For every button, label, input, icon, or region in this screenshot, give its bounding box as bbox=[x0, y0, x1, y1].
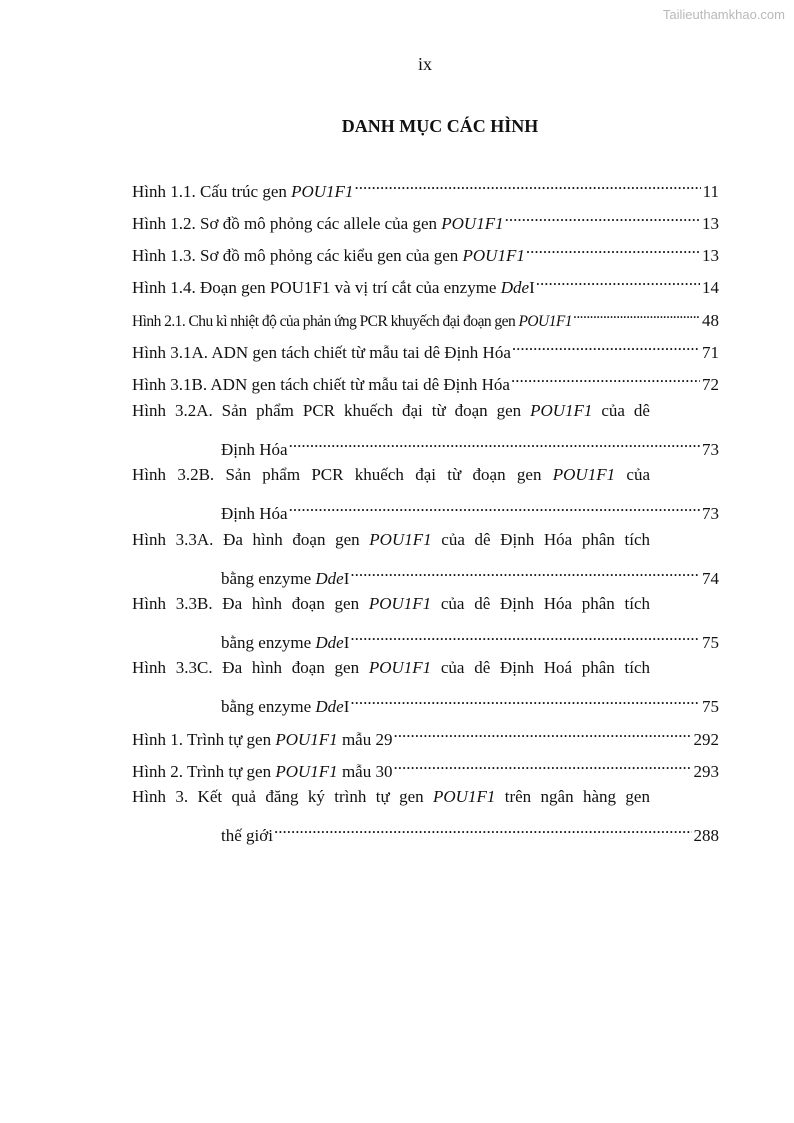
toc-entry bbox=[132, 528, 719, 552]
toc-entry-label: bằng enzyme DdeI bbox=[221, 697, 350, 716]
toc-entry bbox=[132, 269, 719, 297]
toc-entry bbox=[132, 173, 719, 201]
toc-entry-page: 14 bbox=[702, 278, 719, 297]
toc-leader-dots bbox=[573, 302, 700, 326]
toc-entry-label: Hình 3.2B. Sản phẩm PCR khuếch đại từ đoạn gen POU1F1 của bbox=[132, 465, 650, 484]
toc-entry bbox=[132, 656, 719, 680]
toc-entry bbox=[132, 205, 719, 233]
page-title: DANH MỤC CÁC HÌNH bbox=[341, 116, 539, 136]
toc-leader-dots bbox=[393, 721, 691, 745]
toc-leader-dots bbox=[511, 366, 700, 390]
toc-leader-dots bbox=[536, 269, 700, 293]
toc-entry bbox=[132, 399, 719, 423]
toc-entry-label: Hình 3.1A. ADN gen tách chiết từ mẫu tai dê Định Hóa bbox=[132, 343, 511, 362]
toc-entry-continuation bbox=[221, 495, 719, 523]
toc-entry bbox=[132, 785, 719, 809]
toc-leader-dots bbox=[350, 560, 700, 584]
toc-entry-page: 288 bbox=[693, 826, 719, 845]
toc-entry-label: Định Hóa bbox=[221, 504, 288, 523]
toc-entry-page: 293 bbox=[693, 762, 719, 781]
toc-entry-page: 13 bbox=[702, 246, 719, 265]
toc-entry bbox=[132, 463, 719, 487]
toc-leader-dots bbox=[289, 431, 700, 455]
toc-entry-page: 72 bbox=[702, 375, 719, 394]
toc-entry bbox=[132, 237, 719, 265]
toc-entry-label: Hình 1.1. Cấu trúc gen POU1F1 bbox=[132, 182, 354, 201]
toc-entry-label: Định Hóa bbox=[221, 440, 288, 459]
toc-entry-page: 75 bbox=[702, 633, 719, 652]
toc-entry-page: 11 bbox=[702, 182, 719, 201]
toc-entry-label: bằng enzyme DdeI bbox=[221, 633, 350, 652]
toc-entry-label: Hình 2.1. Chu kì nhiệt độ của phản ứng PCR khuyếch đại đoạn gen POU1F1 bbox=[132, 313, 573, 330]
toc-entry-label: Hình 1.3. Sơ đồ mô phỏng các kiểu gen của gen POU1F1 bbox=[132, 246, 525, 265]
toc-leader-dots bbox=[350, 688, 700, 712]
toc-entry-label: Hình 3.3C. Đa hình đoạn gen POU1F1 của dê Định Hoá phân tích bbox=[132, 658, 650, 677]
toc-entry-label: thế giới bbox=[221, 826, 273, 845]
toc-leader-dots bbox=[354, 173, 700, 197]
toc-entry bbox=[132, 366, 719, 394]
toc-entry-continuation bbox=[221, 431, 719, 459]
toc-entry bbox=[132, 753, 719, 781]
toc-entry-continuation bbox=[221, 817, 719, 845]
toc-entry-label: Hình 3.1B. ADN gen tách chiết từ mẫu tai dê Định Hóa bbox=[132, 375, 510, 394]
toc-leader-dots bbox=[274, 817, 692, 841]
toc-entry-label: Hình 1. Trình tự gen POU1F1 mẫu 29 bbox=[132, 730, 393, 749]
toc-entry-label: Hình 3.3B. Đa hình đoạn gen POU1F1 của dê Định Hóa phân tích bbox=[132, 594, 650, 613]
toc-entry-page: 13 bbox=[702, 214, 719, 233]
toc-entry bbox=[132, 302, 719, 330]
toc-leader-dots bbox=[526, 237, 700, 261]
toc-entry bbox=[132, 334, 719, 362]
toc-entry-label: Hình 3.2A. Sản phẩm PCR khuếch đại từ đoạn gen POU1F1 của dê bbox=[132, 401, 650, 420]
toc-entry bbox=[132, 592, 719, 616]
toc-leader-dots bbox=[393, 753, 691, 777]
toc-entry-label: Hình 2. Trình tự gen POU1F1 mẫu 30 bbox=[132, 762, 393, 781]
toc-entry-page: 71 bbox=[702, 343, 719, 362]
toc-entry-label: bằng enzyme DdeI bbox=[221, 569, 350, 588]
toc-entry bbox=[132, 721, 719, 749]
toc-entry-label: Hình 1.2. Sơ đồ mô phỏng các allele của gen POU1F1 bbox=[132, 214, 504, 233]
toc-entry-continuation bbox=[221, 560, 719, 588]
toc-entry-continuation bbox=[221, 688, 719, 716]
toc-leader-dots bbox=[505, 205, 700, 229]
toc-entry-label: Hình 3. Kết quả đăng ký trình tự gen POU1F1 trên ngân hàng gen bbox=[132, 787, 650, 806]
toc-entry-label: Hình 3.3A. Đa hình đoạn gen POU1F1 của dê Định Hóa phân tích bbox=[132, 530, 650, 549]
page-number: ix bbox=[417, 54, 432, 74]
toc-leader-dots bbox=[289, 495, 700, 519]
toc-entry-page: 73 bbox=[702, 440, 719, 459]
toc-entry-continuation bbox=[221, 624, 719, 652]
toc-entry-page: 48 bbox=[702, 311, 719, 330]
toc-entry-label: Hình 1.4. Đoạn gen POU1F1 và vị trí cắt của enzyme DdeI bbox=[132, 278, 535, 297]
toc-entry-page: 75 bbox=[702, 697, 719, 716]
toc-leader-dots bbox=[350, 624, 700, 648]
toc-entry-page: 73 bbox=[702, 504, 719, 523]
toc-entry-page: 74 bbox=[702, 569, 719, 588]
watermark: Tailieuthamkhao.com bbox=[662, 7, 785, 22]
toc-leader-dots bbox=[512, 334, 700, 358]
toc-entry-page: 292 bbox=[693, 730, 719, 749]
